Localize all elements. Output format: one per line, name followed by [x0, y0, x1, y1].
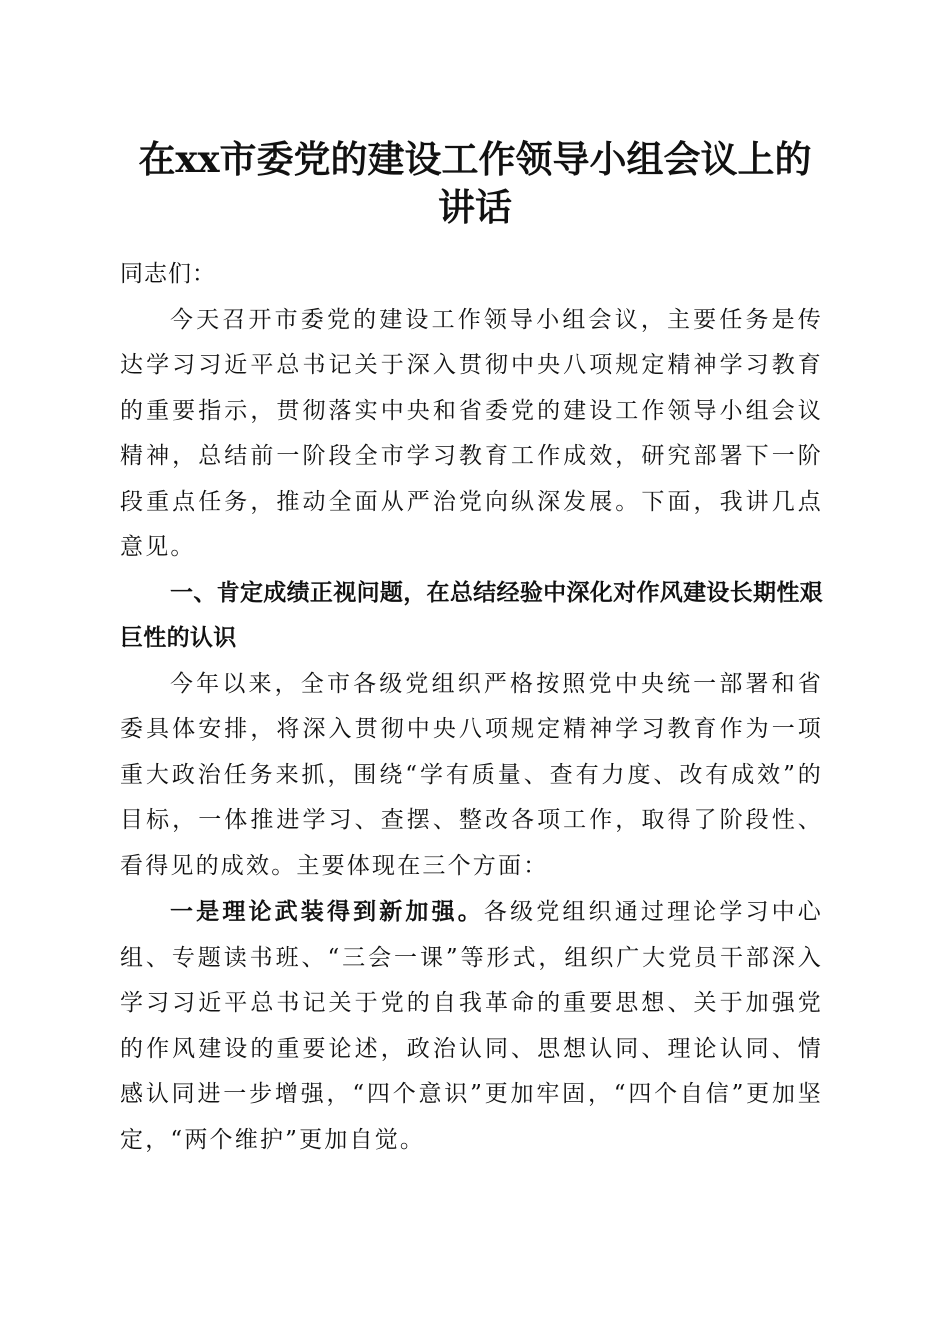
document-body [120, 252, 823, 1163]
point-1-body: 各级党组织通过理论学习中心组、专题读书班、“三会一课”等形式，组织广大党员干部深入学习习近平总书记关于党的自我革命的重要思想、关于加强党的作风建设的重要论述，政治认同、思想认同、理论认同、情感认同进一步增强，“四个意识”更加牢固，“四个自信”更加坚定，“两个维护”更加自觉。 [120, 899, 823, 1153]
point-1-paragraph [120, 889, 823, 1163]
document-title: 在xx市委党的建设工作领导小组会议上的讲话 [138, 137, 812, 229]
section-1-heading: 一、肯定成绩正视问题，在总结经验中深化对作风建设长期性艰巨性的认识 [120, 579, 823, 651]
intro-paragraph: 今天召开市委党的建设工作领导小组会议，主要任务是传达学习习近平总书记关于深入贯彻中央八项规定精神学习教育的重要指示，贯彻落实中央和省委党的建设工作领导小组会议精神，总结前一阶段全市学习教育工作成效，研究部署下一阶段重点任务，推动全面从严治党向纵深发展。下面，我讲几点意见。 [120, 306, 823, 560]
salutation: 同志们： [120, 261, 216, 287]
section-1-paragraph: 今年以来，全市各级党组织严格按照党中央统一部署和省委具体安排，将深入贯彻中央八项规定精神学习教育作为一项重大政治任务来抓，围绕“学有质量、查有力度、改有成效”的目标，一体推进学习、查摆、整改各项工作，取得了阶段性、看得见的成效。主要体现在三个方面： [120, 670, 823, 879]
point-1-lead: 一是理论武装得到新加强。 [170, 898, 484, 925]
